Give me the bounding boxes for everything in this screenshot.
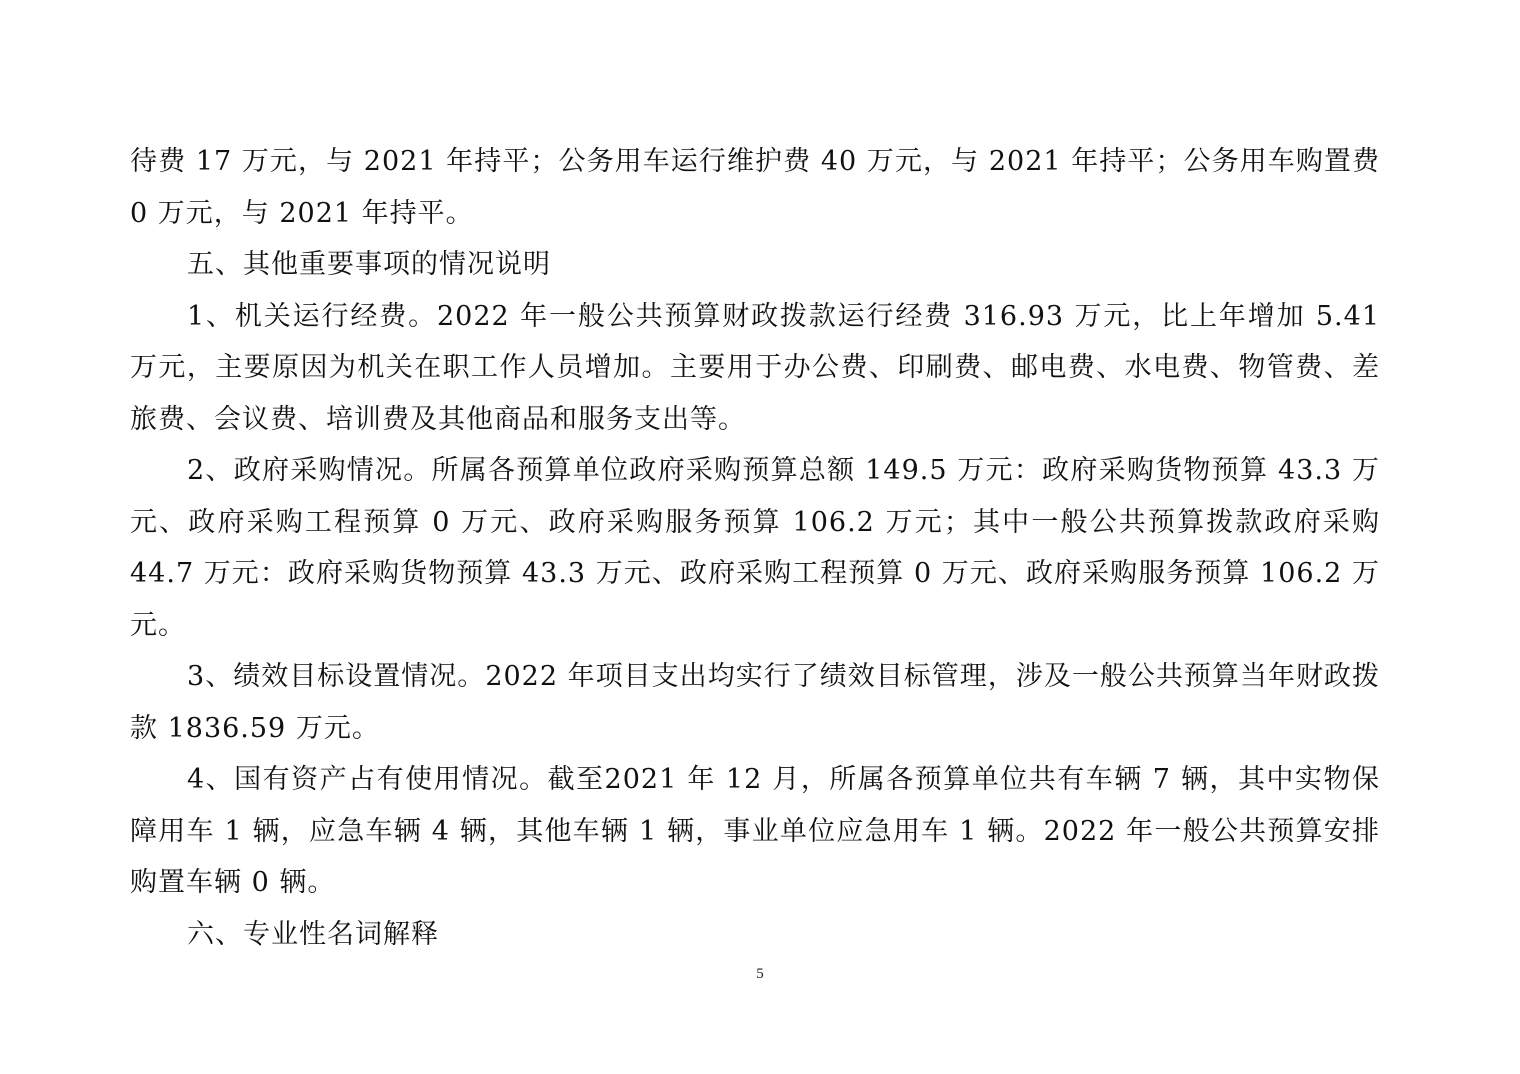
- paragraph-state-assets: 4、国有资产占有使用情况。截至2021 年 12 月，所属各预算单位共有车辆 7 辆，其中实物保障用车 1 辆，应急车辆 4 辆，其他车辆 1 辆，事业单位应急用车 1 辆。2022 年一般公共预算安排购置车辆 0 辆。: [130, 764, 1380, 898]
- paragraph-performance-targets: 3、绩效目标设置情况。2022 年项目支出均实行了绩效目标管理，涉及一般公共预算当年财政拨款 1836.59 万元。: [130, 661, 1380, 744]
- page-number: 5: [756, 966, 764, 982]
- section-heading-other-matters: 五、其他重要事项的情况说明: [187, 249, 551, 280]
- paragraph-government-procurement: 2、政府采购情况。所属各预算单位政府采购预算总额 149.5 万元：政府采购货物预算 43.3 万元、政府采购工程预算 0 万元、政府采购服务预算 106.2 万元；其中一般公共预算拨款政府采购 44.7 万元：政府采购货物预算 43.3 万元、政府采购工程预算 0 万元、政府采购服务预算 106.2 万元。: [130, 455, 1380, 641]
- document-body: [130, 136, 1380, 960]
- paragraph-operating-expenses: 1、机关运行经费。2022 年一般公共预算财政拨款运行经费 316.93 万元，比上年增加 5.41 万元，主要原因为机关在职工作人员增加。主要用于办公费、印刷费、邮电费、水电费、物管费、差旅费、会议费、培训费及其他商品和服务支出等。: [130, 300, 1380, 435]
- continued-paragraph: 待费 17 万元，与 2021 年持平；公务用车运行维护费 40 万元，与 2021 年持平；公务用车购置费 0 万元，与 2021 年持平。: [130, 146, 1380, 229]
- section-heading-terminology: 六、专业性名词解释: [187, 918, 439, 950]
